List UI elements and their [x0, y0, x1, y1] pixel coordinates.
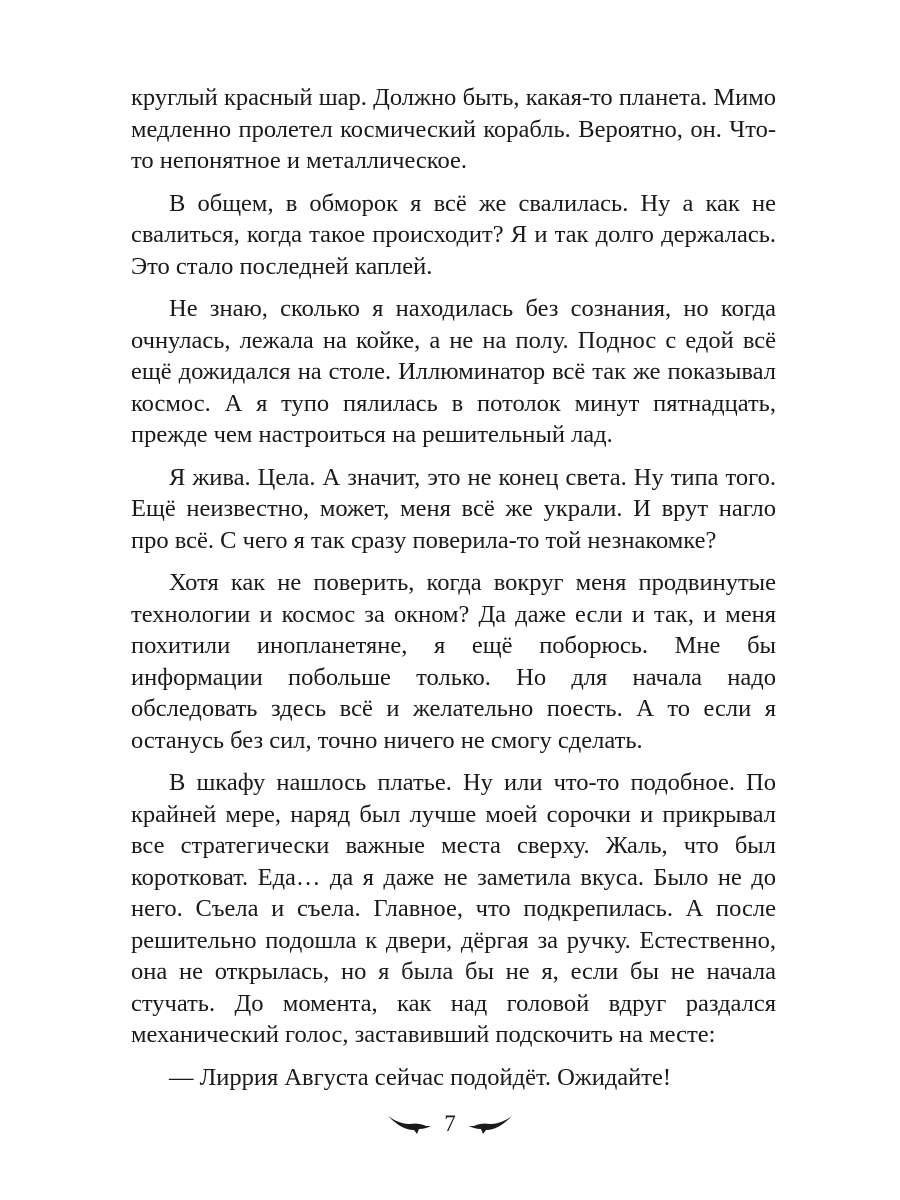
book-page-text — [131, 82, 776, 1104]
swallow-left-icon — [386, 1112, 432, 1136]
paragraph-5: Хотя как не поверить, когда вокруг меня продвинутые технологии и космос за окном? Да даже если и так, и меня похитили инопланетяне, я ещё поборюсь. Мне бы информации побольше только. Но для начала надо обследовать здесь всё и желательно поесть. А то если я останусь без сил, точно ничего не смогу сделать. — [131, 569, 776, 754]
page-footer — [0, 1104, 900, 1144]
paragraph-1: круглый красный шар. Должно быть, какая-то планета. Мимо медленно пролетел космический корабль. Вероятно, он. Что-то непонятное и металлическое. — [131, 84, 776, 174]
paragraph-4: Я жива. Цела. А значит, это не конец света. Ну типа того. Ещё неизвестно, может, меня всё же украли. И врут нагло про всё. С чего я так сразу поверила-то той незнакомке? — [131, 463, 776, 554]
paragraph-2: В общем, в обморок я всё же свалилась. Ну а как не свалиться, когда такое происходит? Я и так долго держалась. Это стало последней каплей. — [131, 189, 776, 280]
paragraph-6: В шкафу нашлось платье. Ну или что-то подобное. По крайней мере, наряд был лучше моей сорочки и прикрывал все стратегически важные места сверху. Жаль, что был коротковат. Еда… да я даже не заметила вкуса. Было не до него. Съела и съела. Главное, что подкрепилась. А после решительно подошла к двери, дёргая за ручку. Естественно, она не открылась, но я была бы не я, если бы не начала стучать. До момента, как над головой вдруг раздался механический голос, заставивший подскочить на месте: — [131, 769, 776, 1048]
paragraph-3: Не знаю, сколько я находилась без сознания, но когда очнулась, лежала на койке, а не на полу. Поднос с едой всё ещё дожидался на столе. Иллюминатор всё так же показывал космос. А я тупо пялилась в потолок минут пятнадцать, прежде чем настроиться на решительный лад. — [131, 295, 776, 448]
page-number: 7 — [444, 1111, 456, 1136]
paragraph-7-dialogue: — Лиррия Августа сейчас подойдёт. Ожидайте! — [169, 1063, 672, 1091]
swallow-right-icon — [468, 1112, 514, 1136]
